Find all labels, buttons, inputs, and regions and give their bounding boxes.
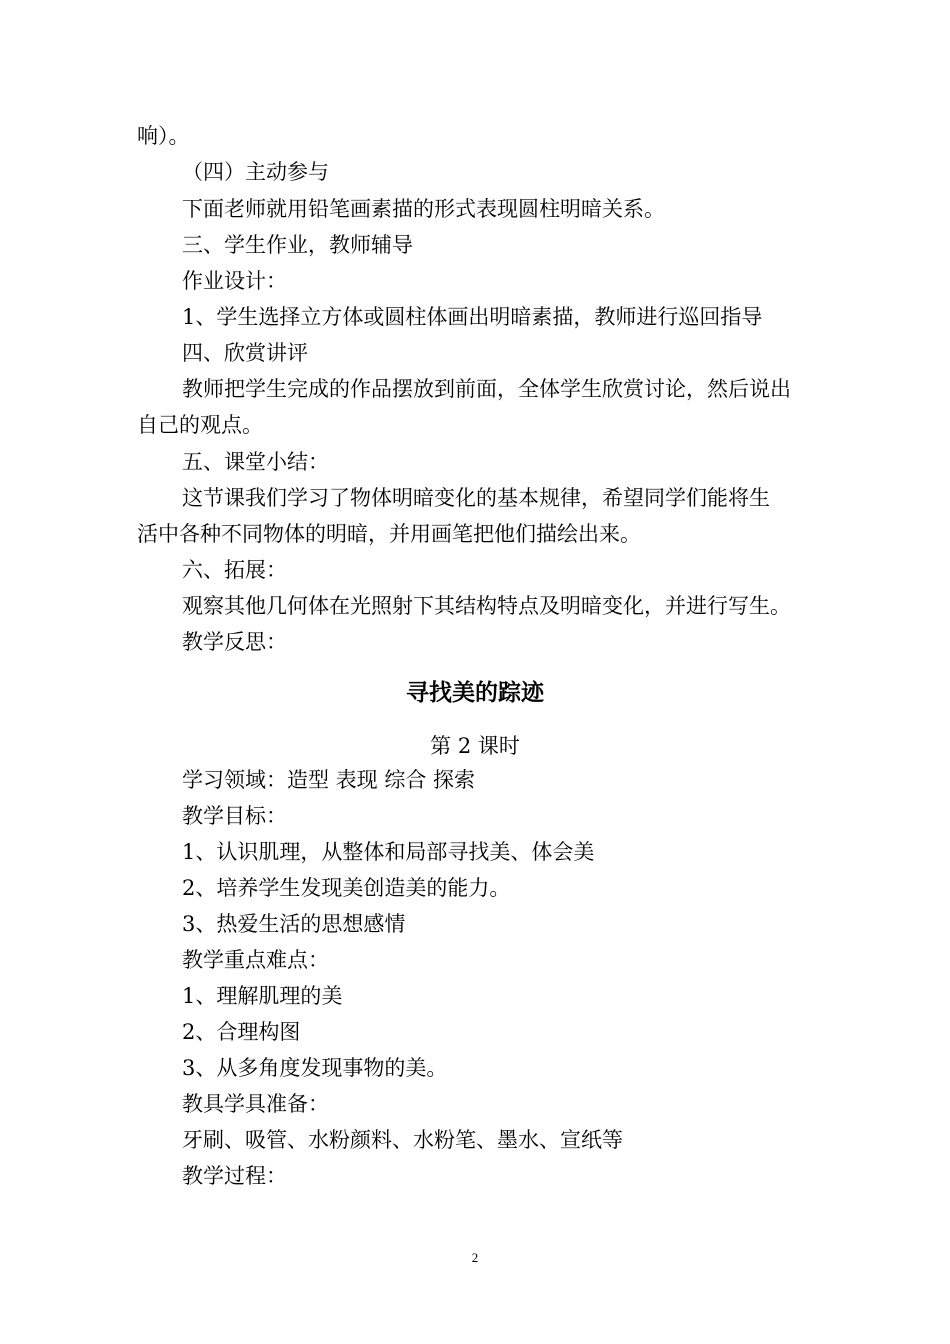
- paragraph-line: （四）主动参与: [182, 160, 329, 184]
- paragraph-line: 教学过程：: [182, 1164, 287, 1188]
- paragraph-line: 六、拓展：: [182, 558, 287, 582]
- paragraph-line: 3、从多角度发现事物的美。: [182, 1056, 448, 1080]
- paragraph-line: 教学目标：: [182, 804, 287, 828]
- paragraph-line: 2、培养学生发现美创造美的能力。: [182, 876, 511, 900]
- paragraph-line: 学习领域：造型 表现 综合 探索: [182, 768, 476, 792]
- page-number: 2: [471, 1250, 479, 1265]
- paragraph-line: 教师把学生完成的作品摆放到前面，全体学生欣赏讨论，然后说出: [182, 377, 791, 401]
- paragraph-line: 1、学生选择立方体或圆柱体画出明暗素描，教师进行巡回指导: [182, 305, 763, 329]
- paragraph-line: 五、课堂小结：: [182, 450, 329, 474]
- paragraph-line: 教学反思：: [182, 630, 287, 654]
- lesson-number: 第 2 课时: [430, 734, 520, 758]
- paragraph-line: 响）。: [137, 124, 190, 148]
- paragraph-line: 四、欣赏讲评: [182, 341, 308, 365]
- paragraph-line: 1、理解肌理的美: [182, 984, 343, 1008]
- paragraph-line: 教学重点难点：: [182, 948, 329, 972]
- paragraph-line: 自己的观点。: [137, 413, 263, 437]
- paragraph-line: 教具学具准备：: [182, 1092, 329, 1116]
- paragraph-line: 活中各种不同物体的明暗，并用画笔把他们描绘出来。: [137, 522, 641, 546]
- section-title: 寻找美的踪迹: [406, 680, 544, 706]
- paragraph-line: 1、认识肌理，从整体和局部寻找美、体会美: [182, 840, 595, 864]
- paragraph-line: 这节课我们学习了物体明暗变化的基本规律，希望同学们能将生: [182, 486, 770, 510]
- paragraph-line: 3、热爱生活的思想感情: [182, 912, 406, 936]
- paragraph-line: 下面老师就用铅笔画素描的形式表现圆柱明暗关系。: [182, 197, 665, 221]
- paragraph-line: 观察其他几何体在光照射下其结构特点及明暗变化，并进行写生。: [182, 594, 791, 618]
- paragraph-line: 三、学生作业，教师辅导: [182, 233, 413, 257]
- paragraph-line: 牙刷、吸管、水粉颜料、水粉笔、墨水、宣纸等: [182, 1128, 623, 1152]
- paragraph-line: 2、合理构图: [182, 1020, 301, 1044]
- paragraph-line: 作业设计：: [182, 269, 287, 293]
